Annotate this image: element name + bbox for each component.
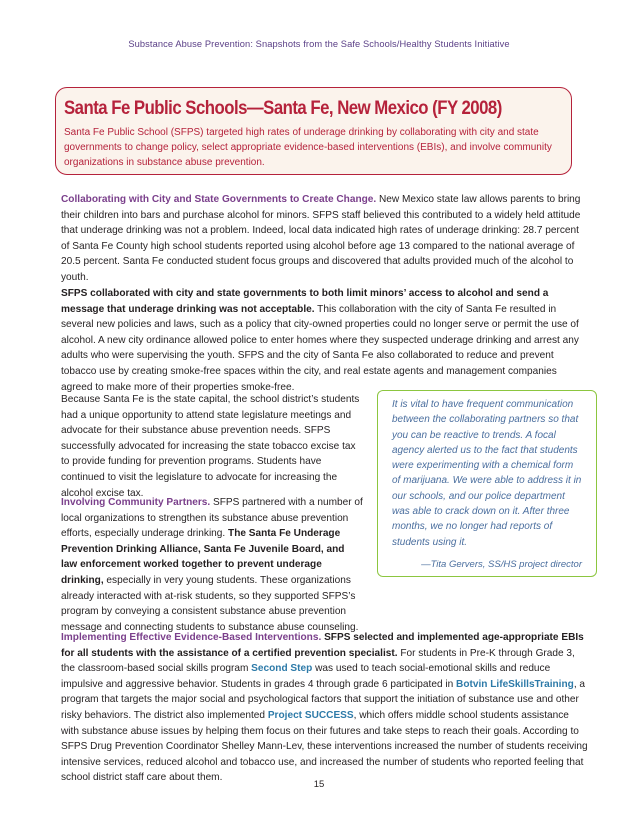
- ebi-text-d: , which offers middle school students assistance with substance abuse issues by helping them focus on their futures and take steps to reach their goals. According to SFPS Drug Prevention Coordinator Shelley Mann-Lev, these interventions increased the number of students receiving intensive services, reduced alcohol and tobacco use, and increased the number of students who reported feeling that school district staff care about them.: [61, 709, 588, 784]
- sfps-bold-lead: SFPS collaborated with city and state governments to both limit minors’ access to alcohol and send a message that underage drinking was not acceptable.: [61, 288, 549, 315]
- callout-body: Santa Fe Public School (SFPS) targeted high rates of underage drinking by collaborating with city and state governments to change policy, select appropriate evidence-based interventions (EBIs), and involve community organizations in substance abuse prevention.: [64, 127, 552, 169]
- paragraph-sfps-collaboration: [61, 286, 588, 395]
- sfps-text: This collaboration with the city of Santa Fe resulted in several new policies and laws, such as a policy that city-owned properties could no longer serve or permit the use of alcohol. A new city ordinance allowed police to enter homes where they suspected underage drinking and arrest any adults who were supervising the youth. SFPS and the city of Santa Fe also collaborated to reduce and prevent tobacco use by creating smoke-free spaces within the city, and real estate agents and management companies agreed to make more of their properties smoke-free.: [61, 303, 579, 393]
- running-header: Substance Abuse Prevention: Snapshots from the Safe Schools/Healthy Students Initiative: [128, 39, 510, 49]
- summary-callout: [55, 87, 572, 175]
- collaborating-text: New Mexico state law allows parents to bring their children into bars and purchase alcohol for minors. SFPS staff believed this contributed to a widely held attitude that underage drinking was not a problem. Indeed, local data indicated high rates of underage drinking: 28.7 percent of Santa Fe County high school students reported using alcohol before age 13 compared to the national average of 20.5 percent. Santa Fe conducted student focus groups and discovered that adults provided much of the alcohol to youth.: [61, 194, 581, 283]
- program-second-step: Second Step: [251, 663, 313, 675]
- paragraph-state-capital: [61, 392, 363, 501]
- ebi-text-b: was used to teach social-emotional skills and reduce impulsive and aggressive behavior. Students in grades 4 through grade 6 participated in: [61, 663, 551, 690]
- paragraph-community-partners: [61, 495, 363, 635]
- paragraph-collaborating: [61, 192, 588, 286]
- partners-bold: The Santa Fe Underage Prevention Drinking Alliance, Santa Fe Juvenile Board, and law enforcement worked together to prevent underage drinking,: [61, 528, 345, 586]
- page-number: 15: [313, 779, 325, 790]
- pull-quote: [377, 390, 597, 577]
- partners-text-b: especially in very young students. These organizations already interacted with at-risk students, so they supported SFPS’s program by conveying a consistent substance abuse prevention message and connecting students to substance abuse counseling.: [61, 574, 359, 633]
- program-botvin-lifeskills: Botvin LifeSkillsTraining: [456, 678, 574, 690]
- heading-evidence-based: Implementing Effective Evidence-Based Interventions.: [61, 632, 322, 643]
- program-project-success: Project SUCCESS: [267, 709, 354, 721]
- heading-collaborating: Collaborating with City and State Governments to Create Change.: [61, 194, 377, 205]
- partners-text-a: SFPS partnered with a number of local organizations to strengthen its substance abuse prevention efforts, especially underage drinking.: [61, 497, 363, 540]
- quote-attribution: —Tita Gervers, SS/HS project director: [421, 558, 582, 570]
- paragraph-evidence-based: [61, 630, 588, 786]
- ebi-text-a: For students in Pre-K through Grade 3, the classroom-based social skills program: [61, 647, 575, 675]
- ebi-text-c: , a program that targets the major social and psychological factors that support the initiation of substance use and other risky behaviors. The district also implemented: [61, 678, 586, 721]
- capital-text: Because Santa Fe is the state capital, the school district’s students had a unique opportunity to attend state legislature meetings and advocate for their substance abuse prevention needs. SFPS successfully advocated for increasing the state tobacco excise tax to provide funding for prevention programs. Students have continued to visit the legislature to advocate for increasing the alcohol excise tax.: [61, 394, 360, 499]
- heading-community-partners: Involving Community Partners.: [61, 497, 211, 508]
- callout-title: Santa Fe Public Schools—Santa Fe, New Mexico (FY 2008): [64, 97, 502, 119]
- ebi-bold: SFPS selected and implemented age-appropriate EBIs for all students with the assistance of a certified prevention specialist.: [61, 632, 584, 659]
- quote-text: It is vital to have frequent communication between the collaborating partners so that you can be reactive to trends. A focal agency alerted us to the fact that students were experimenting with a chemical form of marijuana. We were able to address it in our schools, and our police department was able to crack down on it. After three months, we no longer had reports of students using it.: [392, 399, 582, 548]
